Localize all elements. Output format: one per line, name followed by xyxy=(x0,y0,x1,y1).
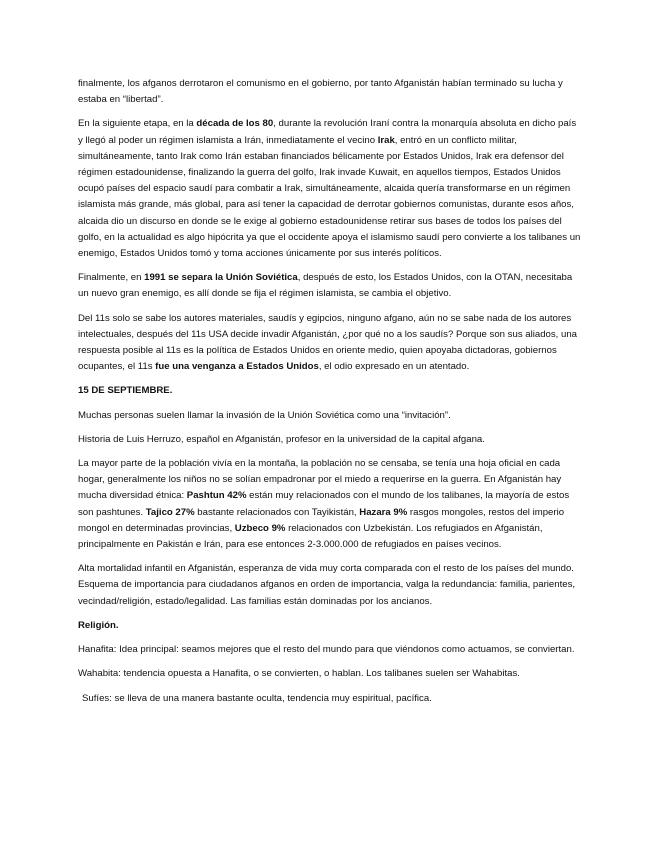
text-run: Del 11s solo se sabe los autores materiales, saudís y egipcios, ninguno afgano, aún no se sabe nada de los autores intelectuales, después del 11s USA decide invadir Afganistán, ¿por qué no a los saudís? Porque son sus aliados, una respuesta posible al 11s es la política de Estados Unidos en oriente medio, quien apoyaba dictadoras, gobiernos ocupantes, el 11s xyxy=(78,312,578,373)
text-run: relacionados con Uzbekistán. Los refugiados en Afganistán, principalmente en Pakistán e Irán, para ese entonces 2-3.000.000 de refugiados en países vecinos. xyxy=(78,522,543,551)
bold-text: Pashtun 42% xyxy=(186,490,247,502)
text-run: , el odio expresado en un atentado. xyxy=(318,361,470,373)
text-run: rasgos mongoles, restos del imperio mongol en determinadas provincias, xyxy=(78,506,565,534)
bold-text: Uzbeco 9% xyxy=(234,522,286,534)
bold-text: Hazara 9% xyxy=(359,506,408,518)
text-run: Muchas personas suelen llamar la invasión de la Unión Soviética como una “invitación”. xyxy=(78,409,451,421)
text-run: Finalmente, en xyxy=(78,272,145,284)
text-run: , entró en un conflicto militar, simultáneamente, tanto Irak como Irán estaban financiados bélicamente por Estados Unidos, Irak era defensor del régimen estadounidense, finalizando la guerra del golfo, Irak invade Kuwait, en aquellos tiempos, Estados Unidos ocupó países del espacio saudí para combatir a Irak, simultáneamente, alcaida quería transformarse en un régimen islamista más grande, más global, para así tener la capacidad de derrotar gobiernos comunistas, durante esos años, alcaida dio un discurso en donde se le exige al gobierno estadounidense retirar sus bases de todos los países del golfo, en la actualidad es algo hipócrita ya que el occidente apoya el islamismo saudí pero convierte a los talibanes un enemigo, Estados Unidos tomó y toma acciones únicamente por sus interés políticos. xyxy=(78,134,581,260)
paragraph xyxy=(78,270,582,302)
text-run: bastante relacionados con Tayikistán, xyxy=(194,506,360,518)
bold-text: 15 DE SEPTIEMBRE. xyxy=(78,385,173,397)
text-run: La mayor parte de la población vivía en la montaña, la población no se censaba, se tenía una hoja oficial en cada hogar, generalmente los niños no se solían empadronar por el miedo a requerirse en la guerra. En Afganistán hay mucha diversidad étnica: xyxy=(78,458,562,502)
paragraph xyxy=(78,432,582,448)
text-run: Hanafita: Idea principal: seamos mejores que el resto del mundo para que viéndonos como actuamos, se conviertan. xyxy=(78,644,575,656)
paragraph xyxy=(78,691,582,707)
document-page xyxy=(78,76,582,715)
text-run: finalmente, los afganos derrotaron el comunismo en el gobierno, por tanto Afganistán habían terminado su lucha y estaba en “libertad”. xyxy=(78,78,563,106)
text-run: Historia de Luis Herruzo, español en Afganistán, profesor en la universidad de la capital afgana. xyxy=(78,433,485,445)
bold-text: fue una venganza a Estados Unidos xyxy=(155,361,319,373)
text-run: , durante la revolución Iraní contra la monarquía absoluta en dicho país y llegó al poder un régimen islamista a Irán, inmediatamente el vecino xyxy=(78,118,577,146)
paragraph xyxy=(78,408,582,424)
paragraph xyxy=(78,456,582,553)
paragraph xyxy=(78,642,582,658)
paragraph xyxy=(78,666,582,682)
bold-text: 1991 se separa la Unión Soviética xyxy=(144,272,298,284)
bold-text: década de los 80 xyxy=(196,118,274,130)
text-run: Alta mortalidad infantil en Afganistán, esperanza de vida muy corta comparada con el resto de los países del mundo. Esquema de importancia para ciudadanos afganos en orden de importancia, valga la redundancia: familia, parientes, vecindad/religión, estado/legalidad. Las familias están dominadas por los ancianos. xyxy=(78,563,576,607)
section-heading xyxy=(78,383,582,399)
paragraph xyxy=(78,116,582,262)
text-run: En la siguiente etapa, en la xyxy=(78,118,197,130)
paragraph xyxy=(78,561,582,610)
bold-text: Tajico 27% xyxy=(145,506,195,518)
section-heading xyxy=(78,618,582,634)
text-run: están muy relacionados con el mundo de los talibanes, la mayoría de estos son pashtunes. xyxy=(78,490,570,518)
text-run: Sufíes: se lleva de una manera bastante oculta, tendencia muy espiritual, pacífica. xyxy=(82,692,432,704)
paragraph xyxy=(78,311,582,376)
paragraph xyxy=(78,76,582,108)
text-run: , después de esto, los Estados Unidos, con la OTAN, necesitaba un nuevo gran enemigo, es allí donde se fija el régimen islamista, se cambia el objetivo. xyxy=(78,272,573,300)
bold-text: Irak xyxy=(377,134,395,146)
text-run: Wahabita: tendencia opuesta a Hanafita, o se convierten, o hablan. Los talibanes suelen ser Wahabitas. xyxy=(78,668,520,680)
bold-text: Religión. xyxy=(78,619,119,631)
